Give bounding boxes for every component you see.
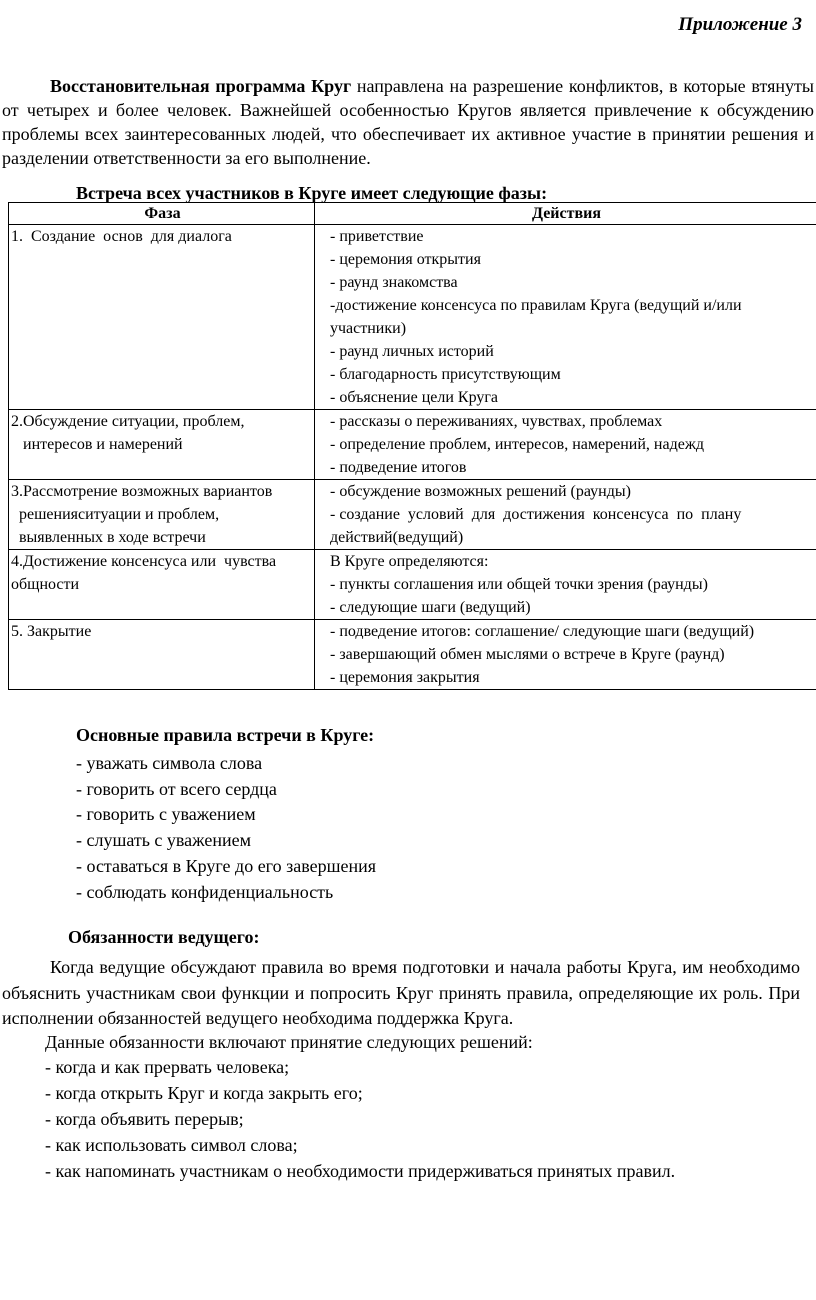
phases-title: Встреча всех участников в Круге имеет следующие фазы:: [76, 183, 548, 203]
action-item: - следующие шаги (ведущий): [330, 599, 531, 616]
list-item: - соблюдать конфиденциальность: [76, 881, 334, 902]
phase-text: 2.Обсуждение ситуации, проблем,: [11, 413, 245, 430]
action-item: - подведение итогов: соглашение/ следующие шаги (ведущий): [330, 623, 755, 640]
duties-title: Обязанности ведущего:: [68, 927, 260, 947]
list-item: - слушать с уважением: [76, 830, 251, 851]
phase-cell: [9, 620, 315, 690]
table-row: [9, 225, 816, 410]
action-item: - завершающий обмен мыслями о встрече в Круге (раунд): [330, 646, 725, 663]
action-item: - церемония открытия: [330, 251, 481, 268]
action-item: - создание условий для достижения консенсуса по плану: [330, 506, 742, 523]
rules-list: [76, 751, 376, 905]
phase-text: выявленных в ходе встречи: [11, 529, 206, 546]
action-item: участники): [330, 320, 407, 337]
intro-paragraph: [2, 74, 814, 170]
actions-cell: [315, 480, 816, 550]
phase-cell: [9, 480, 315, 550]
phase-text: интересов и намерений: [11, 436, 183, 453]
phase-text: 4.Достижение консенсуса или чувства: [11, 553, 277, 570]
duties-intro: Данные обязанности включают принятие следующих решений:: [45, 1032, 533, 1052]
list-item: - когда и как прервать человека;: [45, 1057, 290, 1077]
actions-cell: [315, 225, 816, 410]
intro-text: направлена на разрешение конфликтов, в которые втянуты от четырех и более человек. Важнейшей особенностью Кругов является привлечение к обсуждению проблемы всех заинтересованных людей, что обеспечивает их активное участие в принятии решения и разделении ответственности за его выполнение.: [2, 76, 814, 168]
phase-text: решенияситуации и проблем,: [11, 506, 220, 523]
list-item: - как использовать символ слова;: [45, 1135, 298, 1155]
list-item: - говорить с уважением: [76, 804, 256, 825]
action-item: - приветствие: [330, 228, 424, 245]
phase-cell: [9, 410, 315, 480]
action-item: - церемония закрытия: [330, 669, 480, 686]
list-item: - когда открыть Круг и когда закрыть его;: [45, 1083, 363, 1103]
table-row: [9, 620, 816, 690]
phases-table: [8, 202, 816, 690]
action-item: - раунд знакомства: [330, 274, 458, 291]
list-item: - как напоминать участникам о необходимости придерживаться принятых правил.: [45, 1161, 676, 1181]
table-header-row: [9, 203, 816, 225]
actions-cell: [315, 550, 816, 620]
phase-text: 3.Рассмотрение возможных вариантов: [11, 483, 273, 500]
header-phase: Фаза: [9, 203, 315, 225]
list-item: - уважать символа слова: [76, 753, 263, 773]
list-item: - говорить от всего сердца: [76, 778, 277, 799]
action-item: - благодарность присутствующим: [330, 366, 561, 383]
duties-paragraph: [2, 955, 800, 1032]
table-row: [9, 480, 816, 550]
list-item: - когда объявить перерыв;: [45, 1109, 244, 1129]
action-item: - подведение итогов: [330, 459, 467, 476]
header-actions: Действия: [315, 203, 816, 225]
action-item: - рассказы о переживаниях, чувствах, проблемах: [330, 413, 663, 430]
phase-cell: [9, 550, 315, 620]
phase-text: 5. Закрытие: [11, 623, 92, 640]
phase-text: 1. Создание основ для диалога: [11, 228, 232, 245]
table-row: [9, 410, 816, 480]
actions-cell: [315, 410, 816, 480]
table-row: [9, 550, 816, 620]
intro-bold: Восстановительная программа Круг: [50, 76, 352, 96]
actions-cell: [315, 620, 816, 690]
action-item: В Круге определяются:: [330, 553, 489, 570]
phase-text: общности: [11, 576, 80, 593]
duties-paragraph-text: Когда ведущие обсуждают правила во время подготовки и начала работы Круга, им необходимо объяснить участникам свои функции и попросить Круг принять правила, определяющие их роль. При исполнении обязанностей ведущего необходима поддержка Круга.: [2, 957, 800, 1028]
action-item: - определение проблем, интересов, намерений, надежд: [330, 436, 705, 453]
list-item: - оставаться в Круге до его завершения: [76, 855, 376, 876]
action-item: - обсуждение возможных решений (раунды): [330, 483, 631, 500]
duties-list: [45, 1054, 675, 1184]
action-item: - объяснение цели Круга: [330, 389, 499, 406]
phase-cell: [9, 225, 315, 410]
appendix-label: Приложение 3: [678, 14, 802, 35]
action-item: -достижение консенсуса по правилам Круга (ведущий и/или: [330, 297, 742, 314]
action-item: действий(ведущий): [330, 529, 464, 546]
action-item: - пункты соглашения или общей точки зрения (раунды): [330, 576, 708, 593]
rules-title: Основные правила встречи в Круге:: [76, 725, 375, 745]
action-item: - раунд личных историй: [330, 343, 494, 360]
